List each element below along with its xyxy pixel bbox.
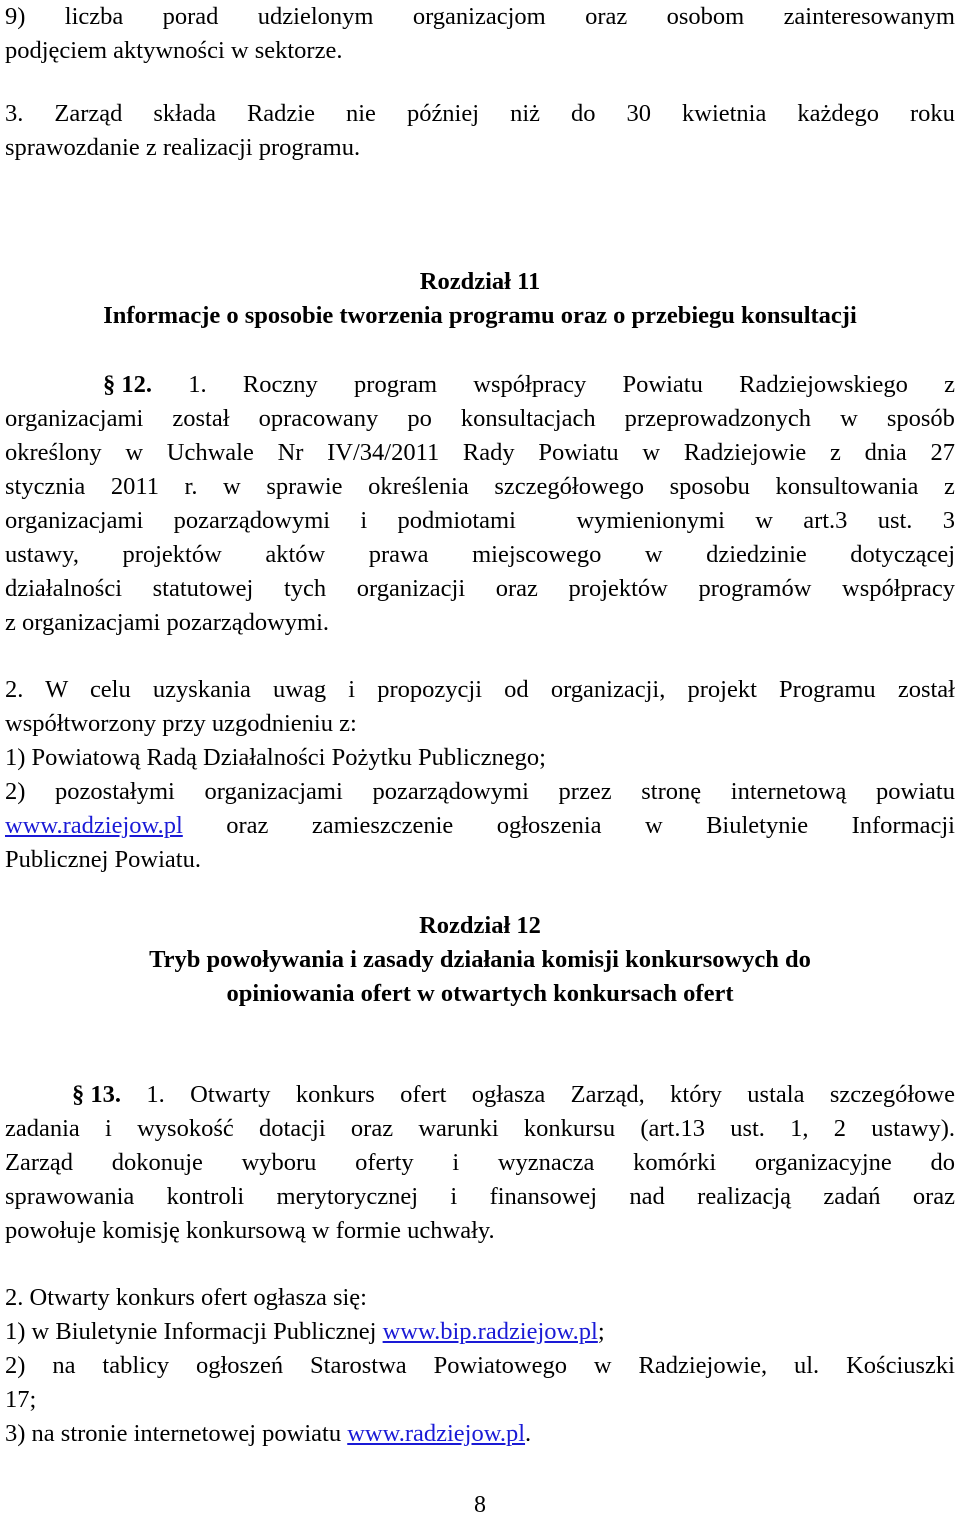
text-line — [5, 97, 955, 131]
text: 2) pozostałymi organizacjami pozarządowymi przez stronę internetową powiatu — [5, 778, 955, 805]
section-13 — [5, 1078, 955, 1248]
website-link[interactable]: www.radziejow.pl — [5, 812, 183, 839]
text: określony w Uchwale Nr IV/34/2011 Rady Powiatu w Radziejowie z dnia 27 — [5, 439, 955, 466]
text-line — [5, 1112, 955, 1146]
chapter-subtitle: opiniowania ofert w otwartych konkursach ofert — [226, 980, 734, 1007]
text: organizacjami został opracowany po konsultacjach przeprowadzonych w sposób — [5, 405, 955, 432]
text: podjęciem aktywności w sektorze. — [5, 37, 343, 64]
text: Publicznej Powiatu. — [5, 846, 201, 873]
section-13-point-2 — [5, 1281, 955, 1451]
text-line — [5, 402, 955, 436]
text: zadania i wysokość dotacji oraz warunki konkursu (art.13 ust. 1, 2 ustawy). — [5, 1115, 955, 1142]
bip-link[interactable]: www.bip.radziejow.pl — [382, 1318, 598, 1345]
page-number: 8 — [474, 1492, 486, 1518]
text: sprawozdanie z realizacji programu. — [5, 134, 361, 161]
text: 17; — [5, 1386, 37, 1413]
section-12 — [5, 368, 955, 640]
text: 1) Powiatową Radą Działalności Pożytku Publicznego; — [5, 744, 546, 771]
text: powołuje komisję konkursową w formie uchwały. — [5, 1217, 495, 1244]
justified-text: 9) liczba porad udzielonym organizacjom oraz osobom zainteresowanym — [5, 3, 955, 30]
text: 2. W celu uzyskania uwag i propozycji od organizacji, projekt Programu został — [5, 676, 955, 703]
text: 1) w Biuletynie Informacji Publicznej — [5, 1318, 383, 1345]
text-line — [5, 1078, 955, 1112]
text-line — [5, 504, 955, 538]
text-line — [5, 1281, 955, 1315]
text-line — [5, 470, 955, 504]
website-link[interactable]: www.radziejow.pl — [347, 1420, 526, 1447]
text: 1. Roczny program współpracy Powiatu Radziejowskiego z — [152, 371, 955, 398]
text-line — [5, 1349, 955, 1383]
text-line — [5, 1146, 955, 1180]
text-line — [5, 34, 955, 68]
text: stycznia 2011 r. w sprawie określenia szczegółowego sposobu konsultowania z — [5, 473, 955, 500]
text: organizacjami pozarządowymi i podmiotami wymienionymi w art.3 ust. 3 — [5, 507, 955, 534]
paragraph-3 — [5, 97, 955, 165]
text-line — [5, 131, 955, 165]
text: . — [525, 1420, 532, 1447]
text-line — [5, 1214, 955, 1248]
text-line — [5, 673, 955, 707]
chapter-subtitle: Tryb powoływania i zasady działania komisji konkursowych do — [149, 946, 811, 973]
text-line — [5, 809, 955, 843]
text-line — [5, 606, 955, 640]
chapter-subtitle: Informacje o sposobie tworzenia programu oraz o przebiegu konsultacji — [103, 302, 857, 329]
text-line — [5, 0, 955, 34]
text: ; — [597, 1318, 605, 1345]
text-line — [5, 368, 955, 402]
section-12-point-2 — [5, 673, 955, 877]
text-line — [5, 572, 955, 606]
text-line — [5, 1383, 955, 1417]
section-number: § 12. — [103, 371, 152, 398]
text-line — [5, 843, 955, 877]
text-line — [5, 1417, 955, 1451]
list-item-9 — [5, 0, 955, 68]
text-line — [5, 775, 955, 809]
section-number: § 13. — [72, 1081, 121, 1108]
text: 1. Otwarty konkurs ofert ogłasza Zarząd, który ustala szczegółowe — [121, 1081, 955, 1108]
text: sprawowania kontroli merytorycznej i finansowej nad realizacją zadań oraz — [5, 1183, 955, 1210]
text: współtworzony przy uzgodnieniu z: — [5, 710, 357, 737]
text: działalności statutowej tych organizacji oraz projektów programów współpracy — [5, 575, 955, 602]
chapter-11-heading — [5, 265, 955, 333]
text-line — [5, 436, 955, 470]
text: 2) na tablicy ogłoszeń Starostwa Powiatowego w Radziejowie, ul. Kościuszki — [5, 1352, 955, 1379]
text: ustawy, projektów aktów prawa miejscowego w dziedzinie dotyczącej — [5, 541, 955, 568]
chapter-title: Rozdział 12 — [419, 912, 541, 939]
text: oraz zamieszczenie ogłoszenia w Biuletynie Informacji — [182, 812, 955, 839]
chapter-12-heading — [5, 909, 955, 1011]
text: Zarząd dokonuje wyboru oferty i wyznacza komórki organizacyjne do — [5, 1149, 955, 1176]
text-line — [5, 1315, 955, 1349]
text: 2. Otwarty konkurs ofert ogłasza się: — [5, 1284, 367, 1311]
text-line — [5, 1180, 955, 1214]
text-line — [5, 741, 955, 775]
text-line — [5, 707, 955, 741]
chapter-title: Rozdział 11 — [419, 268, 541, 295]
text: 3) na stronie internetowej powiatu — [5, 1420, 348, 1447]
text: z organizacjami pozarządowymi. — [5, 609, 330, 636]
text-line — [5, 538, 955, 572]
justified-text: 3. Zarząd składa Radzie nie później niż do 30 kwietnia każdego roku — [5, 100, 955, 127]
